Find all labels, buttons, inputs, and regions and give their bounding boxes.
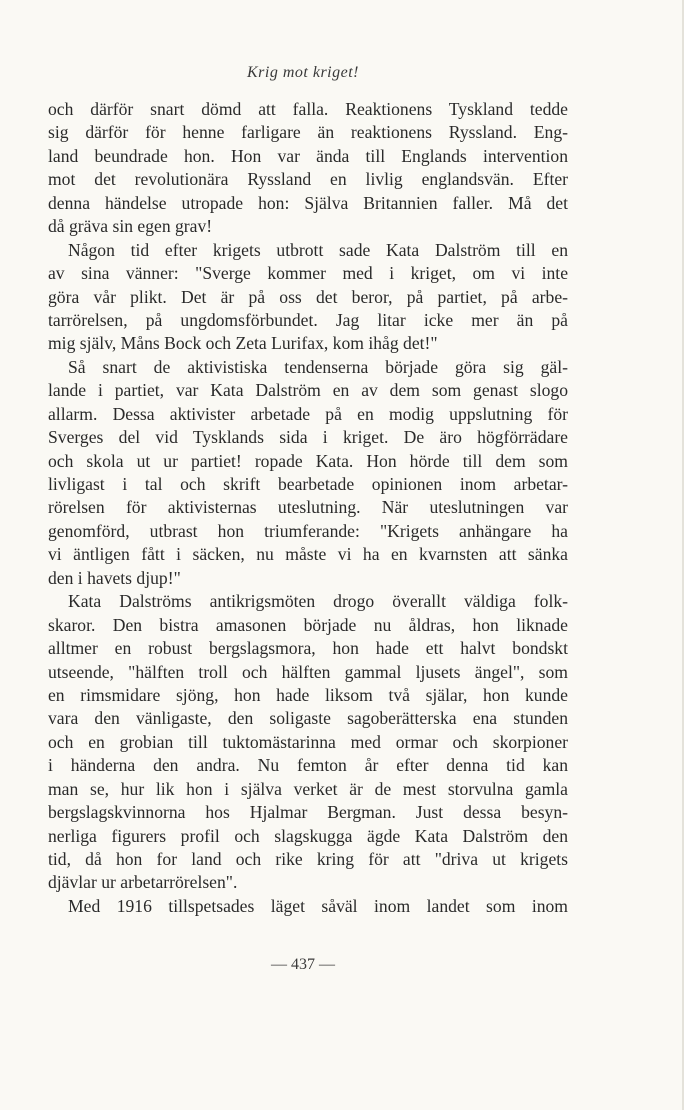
text-line: skaror. Den bistra amasonen började nu åldras, hon liknade (48, 614, 568, 635)
text-line: man se, hur lik hon i själva verket är de mest storvulna gamla (48, 778, 568, 799)
text-line: och därför snart dömd att falla. Reaktionens Tyskland tedde (48, 99, 568, 119)
running-head-title: Krig mot kriget! (247, 64, 359, 81)
body-text (48, 98, 568, 918)
text-line: vara den vänligaste, den soligaste sagoberätterska ena stunden (48, 708, 568, 729)
text-line: allarm. Dessa aktivister arbetade på en modig uppslutning för (48, 403, 568, 424)
text-line: då gräva sin egen grav! (48, 216, 213, 237)
text-line: Kata Dalströms antikrigsmöten drogo överallt väldiga folk- (68, 591, 568, 612)
text-line: Någon tid efter krigets utbrott sade Kata Dalström till en (68, 239, 568, 260)
text-line: livligast i tal och skrift bearbetade opinionen inom arbetar- (48, 474, 568, 494)
text-line: lande i partiet, var Kata Dalström en av dem som genast slogo (48, 380, 568, 401)
text-line: alltmer en robust bergslagsmora, hon hade ett halvt bondskt (48, 638, 568, 659)
text-line: Så snart de aktivistiska tendenserna började göra sig gäl- (68, 356, 568, 377)
text-line: rörelsen för aktivisternas uteslutning. När uteslutningen var (48, 497, 568, 518)
text-line: Sverges del vid Tysklands sida i kriget. De äro högförrädare (48, 427, 568, 448)
text-line: denna händelse utropade hon: Själva Britannien faller. Må det (48, 192, 568, 213)
text-line: och en grobian till tuktomästarinna med ormar och skorpioner (48, 731, 568, 752)
text-line: land beundrade hon. Hon var ända till Englands intervention (48, 145, 568, 166)
text-line: vi äntligen fått i säcken, nu måste vi ha en kvarnsten att sänka (48, 544, 568, 565)
text-line: i händerna den andra. Nu femton år efter denna tid kan (48, 755, 568, 776)
text-line: Med 1916 tillspetsades läget såväl inom landet som inom (68, 895, 568, 916)
text-line: genomförd, utbrast hon triumferande: "Krigets anhängare ha (48, 520, 568, 541)
text-line: den i havets djup!" (48, 567, 181, 588)
text-line: utseende, "hälften troll och hälften gammal ljusets ängel", som (48, 661, 568, 682)
text-line: mig själv, Måns Bock och Zeta Lurifax, kom ihåg det!" (48, 333, 438, 354)
text-line: en rimsmidare sjöng, hon hade liksom två själar, hon kunde (48, 684, 568, 705)
text-line: djävlar ur arbetarrörelsen". (48, 872, 238, 893)
text-line: av sina vänner: "Sverge kommer med i kriget, om vi inte (48, 263, 568, 284)
text-line: tid, då hon for land och rike kring för att "driva ut krigets (48, 849, 568, 869)
text-line: mot det revolutionära Ryssland en livlig englandsvän. Efter (48, 169, 568, 190)
text-line: sig därför för henne farligare än reaktionens Ryssland. Eng- (48, 122, 568, 143)
page-number: — 437 — (271, 956, 335, 973)
text-line: göra vår plikt. Det är på oss det beror, på partiet, på arbe- (48, 286, 568, 307)
text-line: bergslagskvinnorna hos Hjalmar Bergman. Just dessa besyn- (48, 802, 568, 823)
text-line: tarrörelsen, på ungdomsförbundet. Jag litar icke mer än på (48, 309, 568, 330)
text-line: nerliga figurers profil och slagskugga ägde Kata Dalström den (48, 825, 568, 846)
text-line: och skola ut ur partiet! ropade Kata. Hon hörde till dem som (48, 450, 568, 471)
